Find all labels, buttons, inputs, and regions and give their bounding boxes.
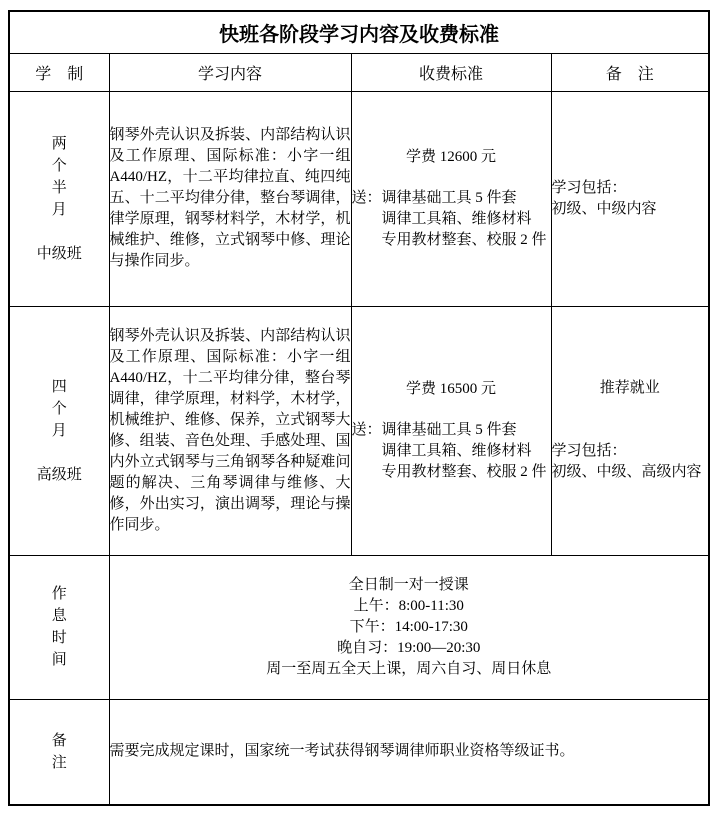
content-cell-advanced (109, 306, 351, 555)
duration-cell-intermediate (9, 91, 109, 306)
notes-label-char: 注 (51, 754, 67, 771)
content-cell-intermediate (109, 91, 351, 306)
gift-label: 送： (351, 421, 382, 438)
table-row-advanced (9, 306, 709, 555)
header-remark: 备 注 (551, 53, 709, 91)
class-name-label: 高级班 (36, 466, 82, 483)
course-fee-table (8, 10, 710, 806)
header-duration: 学 制 (9, 53, 109, 91)
duration-char: 两 (51, 135, 67, 152)
gift-item: 调律工具箱、维修材料 (381, 442, 532, 459)
gift-items (382, 188, 551, 251)
gift-item: 调律基础工具 5 件套 (381, 189, 517, 206)
gift-label: 送： (351, 189, 382, 206)
gift-block (352, 420, 551, 483)
gift-item: 专用教材整套、校服 2 件 (381, 231, 547, 248)
schedule-label-char: 息 (51, 608, 67, 624)
table-row-intermediate (9, 91, 709, 306)
tuition-line: 学费 16500 元 (405, 380, 496, 397)
schedule-label-char: 间 (51, 652, 67, 668)
duration-char: 月 (51, 422, 67, 439)
gift-item: 调律工具箱、维修材料 (381, 210, 532, 227)
remark-line: 初级、中级内容 (551, 200, 657, 217)
notes-label-cell (9, 699, 109, 805)
gift-block (352, 188, 551, 251)
table-row-notes (9, 699, 709, 805)
notes-text: 需要完成规定课时，国家统一考试获得钢琴调律师职业资格等级证书。 (109, 743, 575, 760)
notes-label-char: 备 (51, 732, 67, 749)
schedule-line: 周一至周五全天上课，周六自习、周日休息 (266, 660, 552, 677)
remark-cell-intermediate (551, 91, 709, 306)
remark-line: 学习包括： (551, 179, 627, 196)
course-content-text: 钢琴外壳认识及拆装、内部结构认识及工作原理、国际标准：小字一组A440/HZ，十二平均律分律，整台琴调律，律学原理，材料学，木材学，机械维护、维修、保养，立式钢琴大修、组装、音色处理、手感处理、国内外立式钢琴与三角钢琴各种疑难问题的解决、三角琴调律与维修、大修，外出实习，演出调琴，理论与操作同步。 (109, 327, 351, 533)
gift-item: 调律基础工具 5 件套 (381, 421, 517, 438)
title-row (9, 11, 709, 53)
class-name-label: 中级班 (36, 245, 82, 262)
gift-item: 专用教材整套、校服 2 件 (381, 463, 547, 480)
duration-char: 月 (51, 201, 67, 218)
table-row-schedule (9, 555, 709, 699)
remark-line: 学习包括： (551, 443, 627, 459)
gift-items (382, 420, 551, 483)
header-row (9, 53, 709, 91)
header-content: 学习内容 (109, 53, 351, 91)
tuition-line: 学费 12600 元 (405, 148, 496, 165)
duration-char: 四 (51, 378, 67, 395)
remark-cell-advanced (551, 306, 709, 555)
schedule-label-char: 时 (51, 630, 67, 646)
remark-line: 初级、中级、高级内容 (551, 464, 702, 480)
page-title: 快班各阶段学习内容及收费标准 (9, 11, 709, 53)
schedule-content-cell (109, 555, 709, 699)
notes-content-cell (109, 699, 709, 805)
fee-cell-intermediate (351, 91, 551, 306)
schedule-line: 上午：8:00-11:30 (353, 597, 464, 614)
schedule-line: 全日制一对一授课 (348, 576, 469, 593)
duration-char: 半 (51, 179, 67, 196)
fee-cell-advanced (351, 306, 551, 555)
schedule-label-cell (9, 555, 109, 699)
duration-char: 个 (51, 400, 67, 417)
schedule-line: 晚自习：19:00—20:30 (337, 639, 481, 656)
header-fee: 收费标准 (351, 53, 551, 91)
duration-cell-advanced (9, 306, 109, 555)
course-content-text: 钢琴外壳认识及拆装、内部结构认识及工作原理、国际标准：小字一组A440/HZ，十二平均律拉直、纯四纯五、十二平均律分律，整台琴调律，律学原理，钢琴材料学，木材学，机械维护、维修，立式钢琴中修、理论与操作同步。 (109, 127, 351, 269)
schedule-label-char: 作 (51, 586, 67, 602)
remark-headline: 推荐就业 (599, 380, 660, 396)
schedule-line: 下午：14:00-17:30 (349, 618, 468, 635)
duration-char: 个 (51, 157, 67, 174)
